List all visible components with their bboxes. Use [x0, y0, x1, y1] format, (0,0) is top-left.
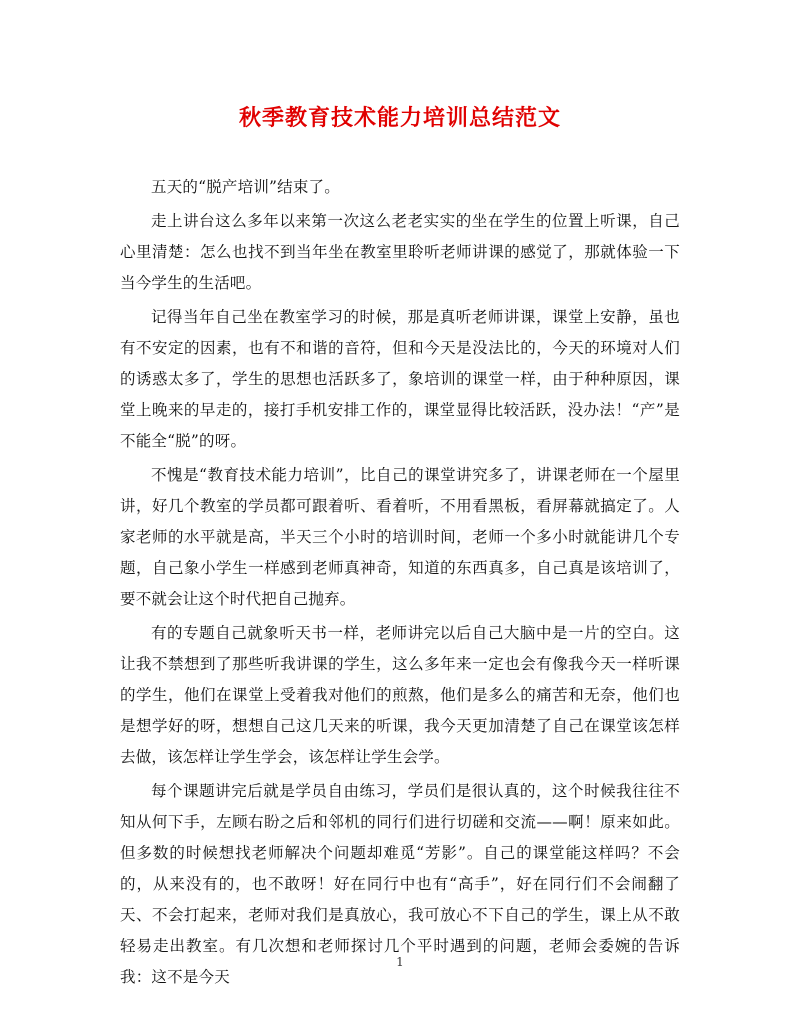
paragraph-3: 记得当年自己坐在教室学习的时候，那是真听老师讲课，课堂上安静，虽也有不安定的因素，也有不和谐的音符，但和今天是没法比的，今天的环境对人们的诱惑太多了，学生的思想也活跃多了，象培训的课堂一样，由于种种原因，课堂上晚来的早走的，接打手机安排工作的，课堂显得比较活跃，没办法！“产”是不能全“脱”的呀。 — [120, 308, 680, 450]
paragraph-6: 每个课题讲完后就是学员自由练习，学员们是很认真的，这个时候我往往不知从何下手，左顾右盼之后和邻机的同行们进行切磋和交流——啊！原来如此。但多数的时候想找老师解决个问题却难觅“芳影”。自己的课堂能这样吗？不会的，从来没有的，也不敢呀！好在同行中也有“高手”，好在同行们不会闹翻了天、不会打起来，老师对我们是真放心，我可放心不下自己的学生，课上从不敢轻易走出教室。有几次想和老师探讨几个平时遇到的问题，老师会委婉的告诉我：这不是今天 — [120, 782, 680, 986]
page-number: 1 — [396, 955, 404, 969]
paragraph-4: 不愧是“教育技术能力培训”，比自己的课堂讲究多了，讲课老师在一个屋里讲，好几个教室的学员都可跟着听、看着听，不用看黑板，看屏幕就搞定了。人家老师的水平就是高，半天三个小时的培训时间，老师一个多小时就能讲几个专题，自己象小学生一样感到老师真神奇，知道的东西真多，自己真是该培训了，要不就会让这个时代把自己抛弃。 — [120, 466, 680, 608]
document-title: 秋季教育技术能力培训总结范文 — [238, 106, 561, 131]
paragraph-1: 五天的“脱产培训”结束了。 — [151, 178, 340, 196]
paragraph-2: 走上讲台这么多年以来第一次这么老老实实的坐在学生的位置上听课，自己心里清楚：怎么也找不到当年坐在教室里聆听老师讲课的感觉了，那就体验一下当今学生的生活吧。 — [120, 212, 680, 292]
paragraph-5: 有的专题自己就象听天书一样，老师讲完以后自己大脑中是一片的空白。这让我不禁想到了那些听我讲课的学生，这么多年来一定也会有像我今天一样听课的学生，他们在课堂上受着我对他们的煎熬，他们是多么的痛苦和无奈，他们也是想学好的呀，想想自己这几天来的听课，我今天更加清楚了自己在课堂该怎样去做，该怎样让学生学会，该怎样让学生会学。 — [120, 624, 680, 766]
document-body — [120, 172, 680, 993]
